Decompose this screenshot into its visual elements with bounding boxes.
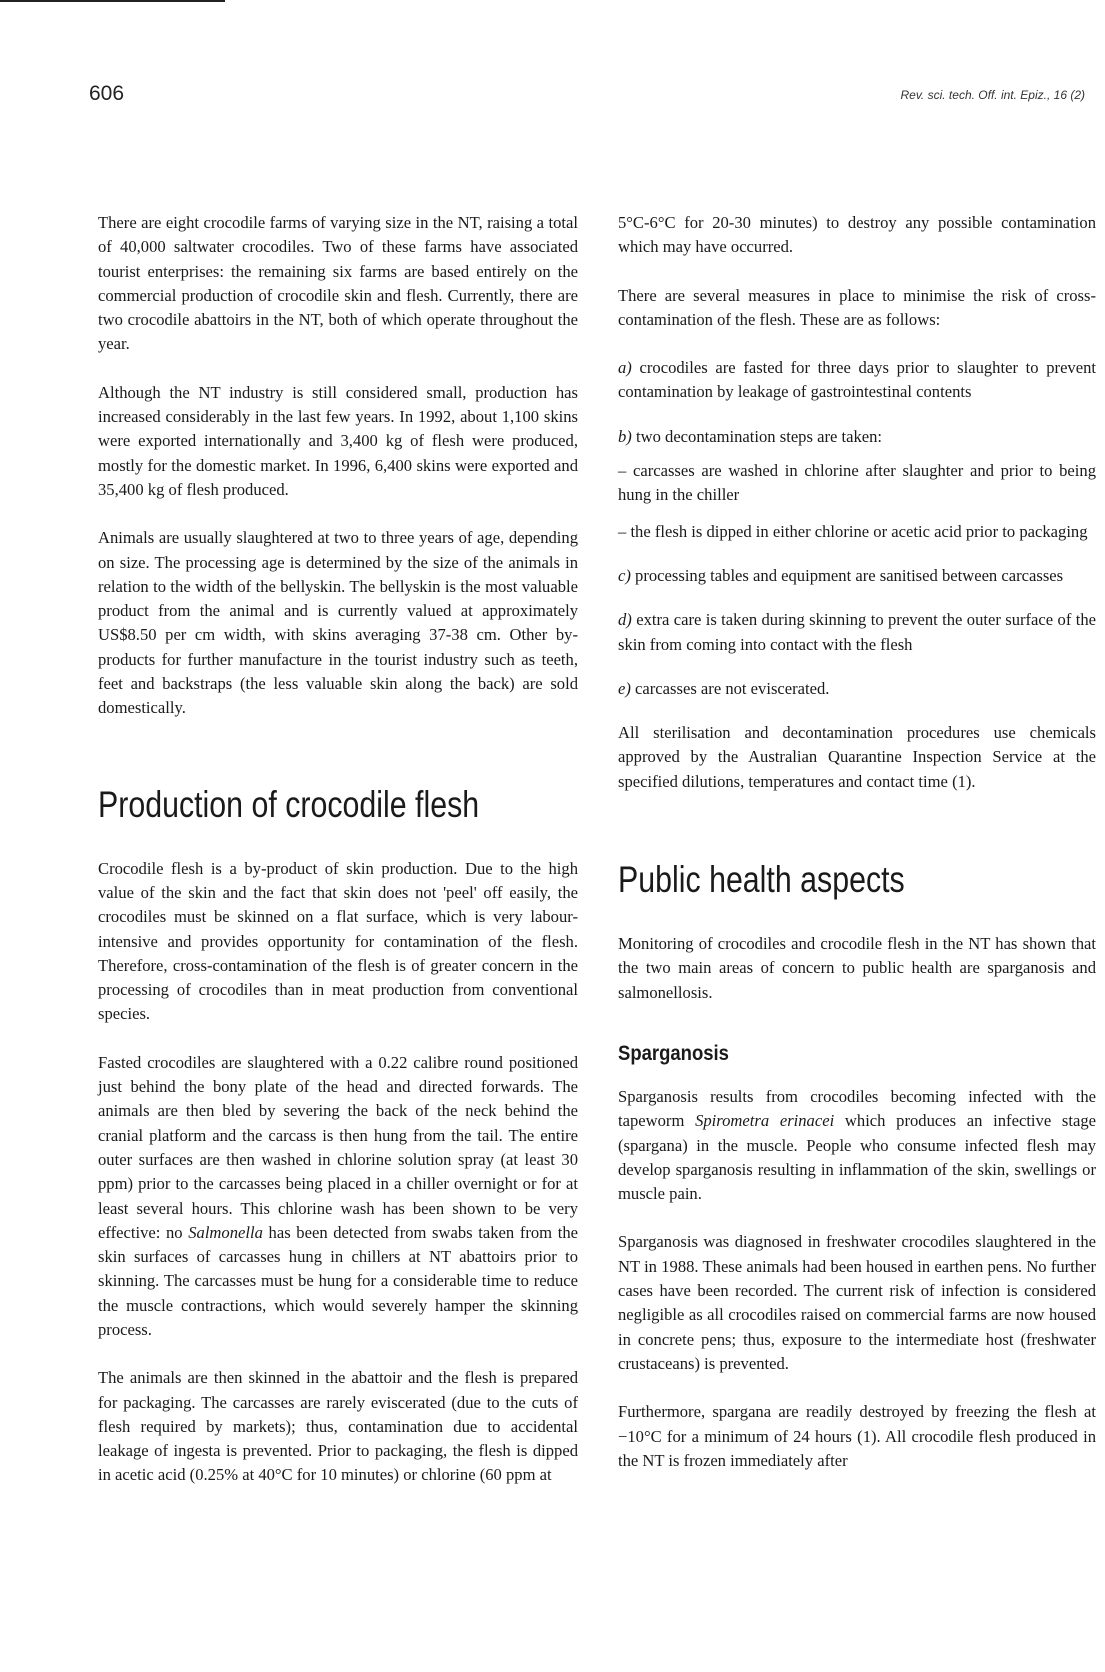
italic-term: Spirometra erinacei (695, 1111, 835, 1131)
paragraph (98, 1051, 578, 1343)
italic-term: Salmonella (188, 1222, 263, 1242)
list-item (618, 677, 1096, 701)
section-heading: Public health aspects (618, 859, 905, 901)
list-marker: c) (618, 565, 631, 585)
list-text: extra care is taken during skinning to prevent the outer surface of the skin from coming into contact with the flesh (618, 610, 1096, 654)
list-item (618, 425, 1096, 449)
top-rule (0, 0, 225, 2)
text-run: has been detected from swabs taken from the skin surfaces of carcasses hung in chillers at NT abattoirs prior to skinning. The carcasses must be hung for a considerable time to reduce the muscle contractions, which would severely hamper the skinning process. (98, 1222, 578, 1339)
list-text: – carcasses are washed in chlorine after slaughter and prior to being hung in the chiller (618, 461, 1096, 505)
paragraph: There are eight crocodile farms of varying size in the NT, raising a total of 40,000 saltwater crocodiles. Two of these farms have associated tourist enterprises: the remaining six farms are based entirely on the commercial production of crocodile skin and flesh. Currently, there are two crocodile abattoirs in the NT, both of which operate throughout the year. (98, 213, 578, 354)
page-number: 606 (89, 82, 125, 105)
list-subitem (618, 520, 1096, 544)
text-run: which produces an infective stage (spargana) in the muscle. People who consume infected flesh may develop sparganosis resulting in inflammation of the skin, swellings or muscle pain. (618, 1111, 1097, 1204)
paragraph: Animals are usually slaughtered at two to three years of age, depending on size. The processing age is determined by the size of the animals in relation to the width of the bellyskin. The bellyskin is the most valuable product from the animal and is currently valued at approximately US$8.50 per cm width, with skins averaging 37-38 cm. Other by-products for further manufacture in the tourist industry such as teeth, feet and backstraps (the less valuable skin along the back) are sold domestically. (98, 528, 578, 718)
list-item (618, 564, 1096, 588)
paragraph: Although the NT industry is still considered small, production has increased considerably in the last few years. In 1992, about 1,100 skins were exported internationally and 3,400 kg of flesh were produced, mostly for the domestic market. In 1996, 6,400 skins were exported and 35,400 kg of flesh produced. (98, 382, 578, 499)
paragraph: The animals are then skinned in the abattoir and the flesh is prepared for packaging. The carcasses are rarely eviscerated (due to the cuts of flesh required by markets); thus, contamination due to accidental leakage of ingesta is prevented. Prior to packaging, the flesh is dipped in acetic acid (0.25% at 40°C for 10 minutes) or chlorine (60 ppm at (98, 1368, 578, 1485)
list-text: – the flesh is dipped in either chlorine or acetic acid prior to packaging (618, 521, 1088, 541)
subsection-heading: Sparganosis (618, 1041, 729, 1065)
left-column (98, 211, 578, 1512)
list-text: two decontamination steps are taken: (631, 426, 883, 446)
text-run: Fasted crocodiles are slaughtered with a 0.22 calibre round positioned just behind the bony plate of the head and directed forwards. The animals are then bled by severing the back of the neck behind the cranial platform and the carcass is then hung from the tail. The entire outer surfaces are then washed in chlorine solution spray (at least 30 ppm) prior to the carcasses being placed in a chiller overnight or for at least several hours. This chlorine wash has been shown to be very effective: no (98, 1052, 578, 1242)
paragraph: Sparganosis was diagnosed in freshwater crocodiles slaughtered in the NT in 1988. These animals had been housed in earthen pens. No further cases have been recorded. The current risk of infection is considered negligible as all crocodiles raised on commercial farms are now housed in concrete pens; thus, exposure to the intermediate host (freshwater crustaceans) is prevented. (618, 1232, 1096, 1373)
paragraph: Crocodile flesh is a by-product of skin production. Due to the high value of the skin and the fact that skin does not 'peel' off easily, the crocodiles must be skinned on a flat surface, which is very labour-intensive and provides opportunity for contamination of the flesh. Therefore, cross-contamination of the flesh is of greater concern in the processing of crocodiles than in meat production from conventional species. (98, 858, 578, 1024)
list-item (618, 356, 1096, 405)
list-marker: a) (618, 358, 632, 378)
paragraph: Furthermore, spargana are readily destroyed by freezing the flesh at −10°C for a minimum of 24 hours (1). All crocodile flesh produced in the NT is frozen immediately after (618, 1402, 1096, 1470)
paragraph (618, 1085, 1096, 1206)
list-text: crocodiles are fasted for three days prior to slaughter to prevent contamination by leakage of gastrointestinal contents (618, 358, 1096, 402)
paragraph: There are several measures in place to minimise the risk of cross-contamination of the flesh. These are as follows: (618, 285, 1096, 329)
list-item (618, 608, 1096, 657)
paragraph: Monitoring of crocodiles and crocodile flesh in the NT has shown that the two main areas of concern to public health are sparganosis and salmonellosis. (618, 934, 1096, 1002)
list-text: carcasses are not eviscerated. (630, 678, 830, 698)
right-column (618, 211, 1096, 1497)
section-heading: Production of crocodile flesh (98, 783, 480, 825)
list-marker: e) (618, 678, 631, 698)
list-text: processing tables and equipment are sanitised between carcasses (630, 565, 1064, 585)
paragraph: All sterilisation and decontamination procedures use chemicals approved by the Australian Quarantine Inspection Service at the specified dilutions, temperatures and contact time (1). (618, 723, 1096, 791)
list-subitem (618, 459, 1096, 508)
paragraph: 5°C-6°C for 20-30 minutes) to destroy any possible contamination which may have occurred. (618, 213, 1096, 257)
journal-citation: Rev. sci. tech. Off. int. Epiz., 16 (2) (900, 88, 1085, 102)
list-marker: d) (618, 610, 632, 630)
text-run: Sparganosis results from crocodiles becoming infected with the tapeworm (618, 1086, 1096, 1131)
list-marker: b) (618, 426, 632, 446)
